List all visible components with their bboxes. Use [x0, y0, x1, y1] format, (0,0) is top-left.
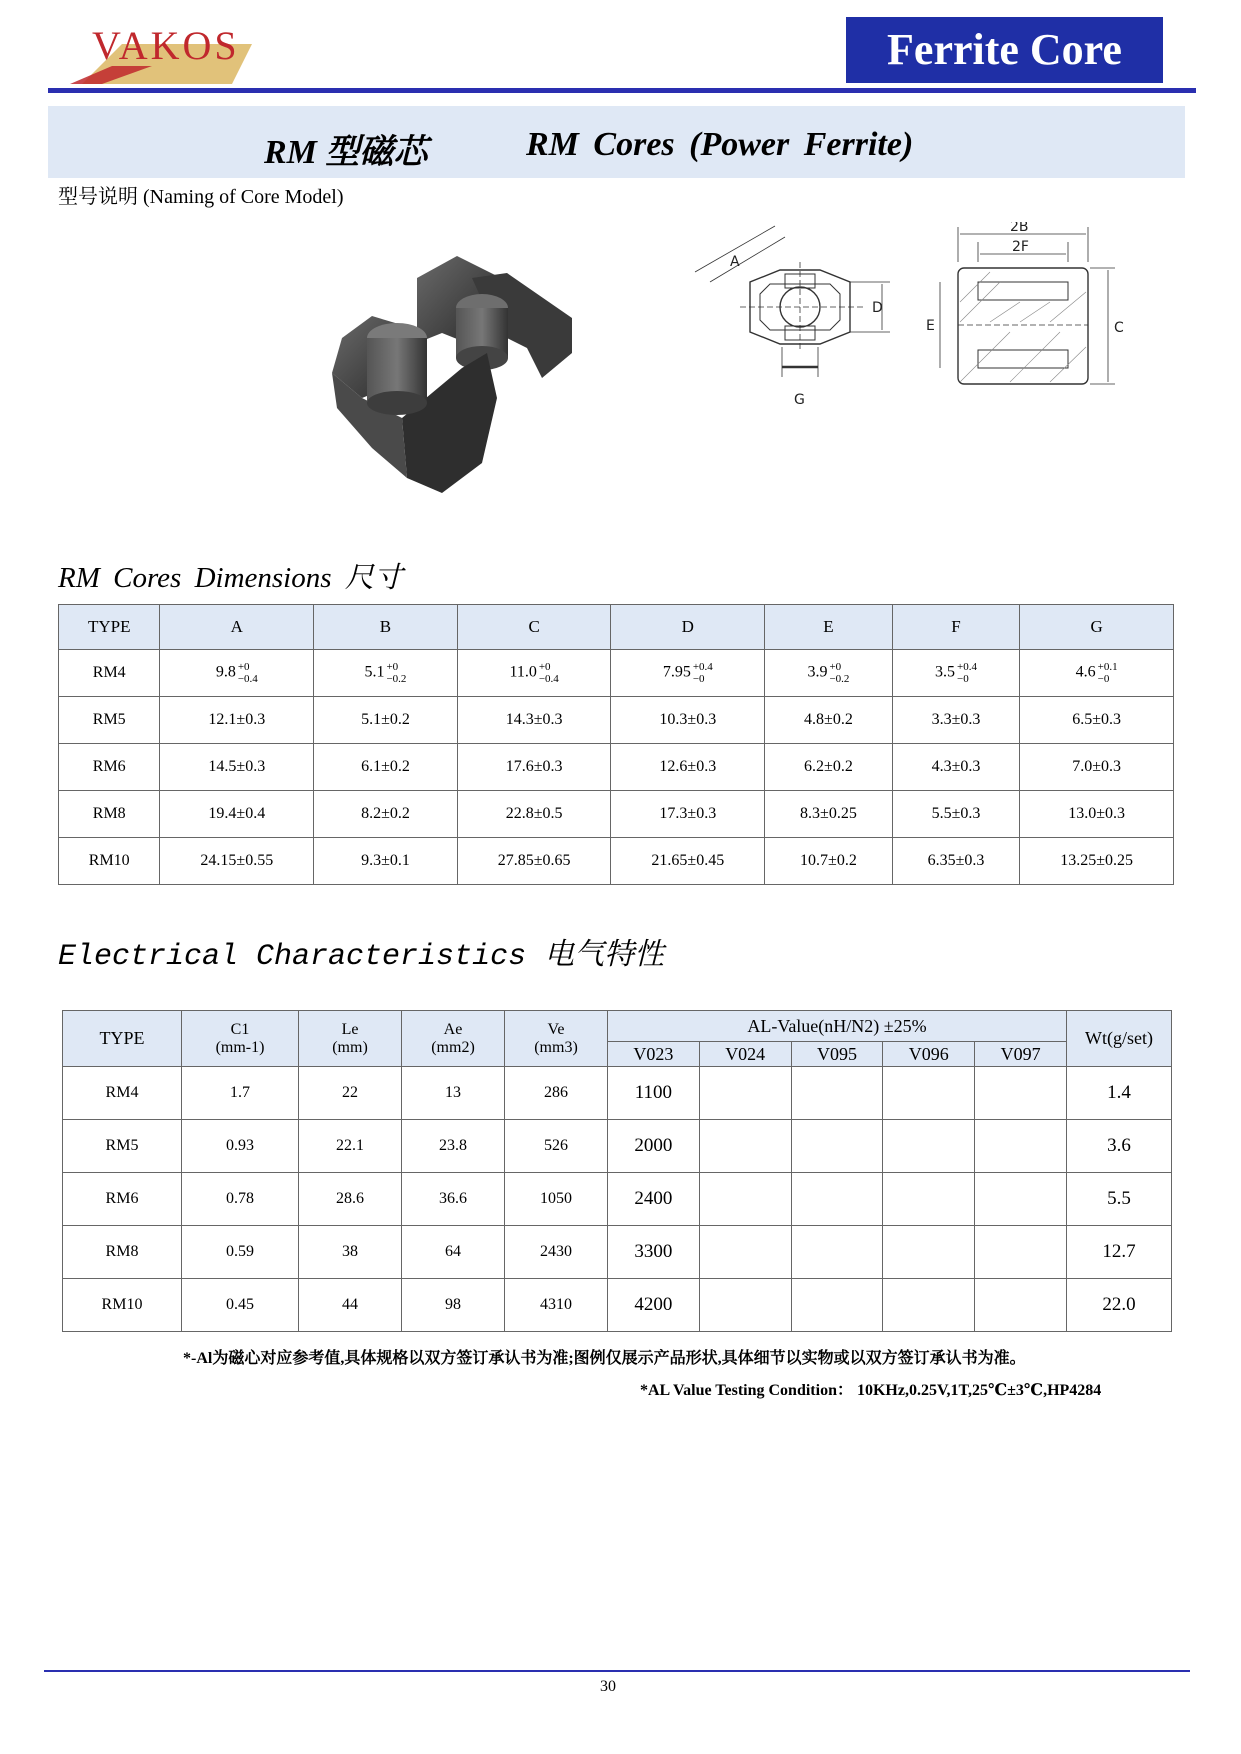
- brand-title: Ferrite Core: [846, 17, 1163, 83]
- cell-ae: 64: [402, 1226, 505, 1279]
- dimension-value: 8.2±0.2: [361, 805, 410, 822]
- table-header-row: [59, 605, 1174, 650]
- note-test-condition: *AL Value Testing Condition： 10KHz,0.25V,1T,25℃±3℃,HP4284: [640, 1382, 1102, 1399]
- dimension-value: 6.5±0.3: [1072, 711, 1122, 728]
- cell-al-value: 2400: [608, 1173, 700, 1226]
- cell-ae: 98: [402, 1279, 505, 1332]
- cell-al-value: [883, 1226, 975, 1279]
- tolerance-upper: +0: [237, 661, 250, 673]
- col-e: E: [765, 605, 893, 650]
- cell-dimension: [457, 838, 611, 885]
- top-rule: [48, 88, 1196, 93]
- cell-le: 22.1: [299, 1120, 402, 1173]
- cell-dimension: [765, 650, 893, 697]
- dimension-value: 17.3±0.3: [659, 805, 717, 822]
- dimension-value: 6.2±0.2: [804, 758, 853, 775]
- dimension-value: 22.8±0.5: [505, 805, 563, 822]
- dim-label-d: D: [872, 300, 883, 316]
- cell-dimension: [160, 744, 314, 791]
- tolerance-lower: −0: [692, 673, 705, 685]
- cell-dimension: [892, 650, 1020, 697]
- col-g: G: [1020, 605, 1174, 650]
- cell-al-value: [791, 1173, 883, 1226]
- dimension-value: 4.6: [1075, 663, 1096, 681]
- col-type: TYPE: [59, 605, 160, 650]
- cell-dimension: [765, 838, 893, 885]
- dimension-value: 21.65±0.45: [651, 852, 725, 869]
- dimension-value: 9.3±0.1: [361, 852, 410, 869]
- col-material: V096: [883, 1042, 975, 1067]
- col-c1-unit: (mm-1): [215, 1038, 265, 1056]
- dimension-drawing: [690, 222, 1170, 452]
- col-le-name: Le: [341, 1020, 359, 1038]
- tolerance-upper: +0.4: [957, 661, 977, 673]
- cell-dimension: [457, 697, 611, 744]
- tolerance-lower: −0.2: [829, 673, 850, 685]
- cell-dimension: [611, 744, 765, 791]
- dimension-value: 10.7±0.2: [800, 852, 857, 869]
- cell-wt: 1.4: [1067, 1067, 1172, 1120]
- cell-dimension: [611, 791, 765, 838]
- tolerance-upper: +0: [829, 661, 842, 673]
- table-row: [59, 697, 1174, 744]
- dim-label-a: A: [730, 254, 740, 270]
- col-al-value: AL-Value(nH/N2) ±25%: [608, 1011, 1067, 1042]
- dimension-value: 12.1±0.3: [208, 711, 266, 728]
- col-ve-name: Ve: [547, 1020, 565, 1038]
- cell-le: 38: [299, 1226, 402, 1279]
- cell-al-value: [975, 1173, 1067, 1226]
- cell-le: 22: [299, 1067, 402, 1120]
- dimension-value: 5.1: [364, 663, 385, 681]
- col-ae-name: Ae: [443, 1020, 463, 1038]
- note-reference: *-Al为磁心对应参考值,具体规格以双方签订承认书为准;图例仅展示产品形状,具体细节以实物或以双方签订承认书为准。: [183, 1350, 1026, 1367]
- tolerance-lower: −0.4: [237, 673, 258, 685]
- tolerance: [238, 661, 258, 685]
- dimension-value: 6.1±0.2: [361, 758, 410, 775]
- dimension-value: 9.8: [215, 663, 236, 681]
- cell-dimension: [1020, 697, 1174, 744]
- cell-ve: 4310: [505, 1279, 608, 1332]
- cell-dimension: [160, 838, 314, 885]
- col-ve: [505, 1011, 608, 1067]
- cell-dimension: [765, 697, 893, 744]
- cell-dimension: [892, 744, 1020, 791]
- cell-type: RM5: [63, 1120, 182, 1173]
- cell-wt: 3.6: [1067, 1120, 1172, 1173]
- cell-dimension: [314, 838, 458, 885]
- dimension-value: 19.4±0.4: [208, 805, 266, 822]
- cell-type: RM4: [59, 650, 160, 697]
- dimension-value: 3.9: [807, 663, 828, 681]
- cell-ae: 13: [402, 1067, 505, 1120]
- dimensions-heading: RM Cores Dimensions 尺寸: [58, 562, 403, 594]
- dimension-value: 14.5±0.3: [208, 758, 266, 775]
- dimension-value: 7.0±0.3: [1072, 758, 1122, 775]
- cell-al-value: [791, 1226, 883, 1279]
- tolerance: [539, 661, 559, 685]
- table-row: [63, 1120, 1172, 1173]
- cell-c1: 1.7: [182, 1067, 299, 1120]
- tolerance-upper: +0.1: [1097, 661, 1118, 673]
- tolerance: [693, 661, 713, 685]
- page-number: 30: [600, 1678, 616, 1695]
- cell-ae: 23.8: [402, 1120, 505, 1173]
- cell-dimension: [765, 744, 893, 791]
- tolerance: [829, 661, 849, 685]
- cell-type: RM6: [63, 1173, 182, 1226]
- cell-al-value: [883, 1173, 975, 1226]
- tolerance-lower: −0.4: [538, 673, 559, 685]
- cell-c1: 0.93: [182, 1120, 299, 1173]
- col-material: V023: [608, 1042, 700, 1067]
- col-material: V024: [699, 1042, 791, 1067]
- cell-al-value: [975, 1226, 1067, 1279]
- cell-dimension: [892, 697, 1020, 744]
- tolerance-lower: −0.2: [386, 673, 407, 685]
- col-material: V095: [791, 1042, 883, 1067]
- cell-dimension: [1020, 838, 1174, 885]
- cell-dimension: [1020, 650, 1174, 697]
- cell-dimension: [314, 791, 458, 838]
- table-row: [63, 1279, 1172, 1332]
- cell-dimension: [314, 650, 458, 697]
- cell-al-value: [975, 1120, 1067, 1173]
- dimension-value: 6.35±0.3: [927, 852, 985, 869]
- cell-al-value: [883, 1120, 975, 1173]
- bottom-rule: [44, 1670, 1190, 1672]
- cell-al-value: [883, 1067, 975, 1120]
- cell-type: RM8: [59, 791, 160, 838]
- dimension-value: 24.15±0.55: [200, 852, 274, 869]
- col-le: [299, 1011, 402, 1067]
- cell-type: RM10: [59, 838, 160, 885]
- cell-ve: 1050: [505, 1173, 608, 1226]
- col-ae-unit: (mm2): [431, 1038, 475, 1056]
- dimension-value: 4.8±0.2: [804, 711, 853, 728]
- cell-c1: 0.45: [182, 1279, 299, 1332]
- col-ve-unit: (mm3): [534, 1038, 578, 1056]
- cell-dimension: [160, 697, 314, 744]
- cell-al-value: [699, 1120, 791, 1173]
- cell-le: 44: [299, 1279, 402, 1332]
- table-row: [59, 744, 1174, 791]
- tolerance: [1098, 661, 1118, 685]
- dim-label-2f: 2F: [1012, 239, 1029, 255]
- cell-dimension: [611, 838, 765, 885]
- col-material: V097: [975, 1042, 1067, 1067]
- dimension-value: 13.25±0.25: [1060, 852, 1134, 869]
- cell-type: RM4: [63, 1067, 182, 1120]
- cell-ve: 2430: [505, 1226, 608, 1279]
- cell-wt: 5.5: [1067, 1173, 1172, 1226]
- cell-al-value: [791, 1067, 883, 1120]
- cell-dimension: [160, 791, 314, 838]
- dim-label-2b: 2B: [1010, 222, 1029, 235]
- col-f: F: [892, 605, 1020, 650]
- dimension-value: 12.6±0.3: [659, 758, 717, 775]
- dimension-value: 27.85±0.65: [497, 852, 571, 869]
- electrical-table: [62, 1010, 1172, 1332]
- cell-al-value: [699, 1226, 791, 1279]
- dimension-value: 11.0: [509, 663, 537, 681]
- table-row: [59, 650, 1174, 697]
- cell-ve: 286: [505, 1067, 608, 1120]
- cell-dimension: [892, 791, 1020, 838]
- cell-al-value: 3300: [608, 1226, 700, 1279]
- table-row: [59, 791, 1174, 838]
- tolerance: [957, 661, 977, 685]
- cell-al-value: [791, 1120, 883, 1173]
- tolerance: [386, 661, 406, 685]
- dim-label-g: G: [794, 392, 805, 408]
- cell-dimension: [611, 650, 765, 697]
- tolerance-upper: +0.4: [692, 661, 713, 673]
- tolerance-upper: +0: [386, 661, 399, 673]
- dim-label-e: E: [926, 318, 935, 334]
- cell-dimension: [457, 791, 611, 838]
- cell-type: RM5: [59, 697, 160, 744]
- tolerance-lower: −0: [957, 673, 969, 685]
- cell-type: RM10: [63, 1279, 182, 1332]
- cell-al-value: [975, 1279, 1067, 1332]
- dimensions-table: [58, 604, 1174, 885]
- cell-al-value: [699, 1279, 791, 1332]
- dimension-value: 7.95: [662, 663, 691, 681]
- table-row: [63, 1173, 1172, 1226]
- cell-dimension: [160, 650, 314, 697]
- cell-dimension: [611, 697, 765, 744]
- dimension-value: 4.3±0.3: [931, 758, 981, 775]
- cell-wt: 12.7: [1067, 1226, 1172, 1279]
- dimension-value: 13.0±0.3: [1068, 805, 1126, 822]
- cell-dimension: [457, 650, 611, 697]
- cell-dimension: [765, 791, 893, 838]
- title-cn: RM 型磁芯: [264, 134, 428, 171]
- cell-le: 28.6: [299, 1173, 402, 1226]
- cell-al-value: 1100: [608, 1067, 700, 1120]
- dimension-value: 3.5: [935, 663, 956, 681]
- dimension-value: 5.1±0.2: [361, 711, 410, 728]
- cell-dimension: [1020, 791, 1174, 838]
- cell-al-value: [883, 1279, 975, 1332]
- dimension-value: 17.6±0.3: [505, 758, 563, 775]
- col-type: TYPE: [63, 1011, 182, 1067]
- dimension-value: 10.3±0.3: [659, 711, 717, 728]
- col-ae: [402, 1011, 505, 1067]
- cell-c1: 0.59: [182, 1226, 299, 1279]
- cell-dimension: [457, 744, 611, 791]
- core-photo: [322, 248, 582, 498]
- col-a: A: [160, 605, 314, 650]
- cell-type: RM6: [59, 744, 160, 791]
- dimension-value: 5.5±0.3: [931, 805, 981, 822]
- cell-ve: 526: [505, 1120, 608, 1173]
- title-en: RM Cores (Power Ferrite): [526, 126, 914, 163]
- dimension-value: 3.3±0.3: [931, 711, 981, 728]
- col-c: C: [457, 605, 611, 650]
- cell-type: RM8: [63, 1226, 182, 1279]
- cell-dimension: [314, 697, 458, 744]
- cell-ae: 36.6: [402, 1173, 505, 1226]
- logo: VAKOS: [92, 23, 240, 68]
- cell-c1: 0.78: [182, 1173, 299, 1226]
- col-d: D: [611, 605, 765, 650]
- tolerance-upper: +0: [538, 661, 551, 673]
- cell-al-value: [699, 1173, 791, 1226]
- tolerance-lower: −0: [1097, 673, 1110, 685]
- cell-al-value: 2000: [608, 1120, 700, 1173]
- cell-dimension: [1020, 744, 1174, 791]
- naming-label: 型号说明 (Naming of Core Model): [58, 186, 344, 208]
- cell-wt: 22.0: [1067, 1279, 1172, 1332]
- col-b: B: [314, 605, 458, 650]
- table-row: [63, 1067, 1172, 1120]
- cell-dimension: [892, 838, 1020, 885]
- table-row: [63, 1226, 1172, 1279]
- cell-al-value: [791, 1279, 883, 1332]
- dimension-value: 8.3±0.25: [800, 805, 857, 822]
- dim-label-c: C: [1114, 320, 1124, 336]
- table-row: [59, 838, 1174, 885]
- cell-al-value: 4200: [608, 1279, 700, 1332]
- col-wt: Wt(g/set): [1067, 1011, 1172, 1067]
- electrical-heading: Electrical Characteristics 电气特性: [58, 940, 665, 974]
- cell-al-value: [975, 1067, 1067, 1120]
- cell-dimension: [314, 744, 458, 791]
- col-c1-name: C1: [230, 1020, 250, 1038]
- cell-al-value: [699, 1067, 791, 1120]
- col-le-unit: (mm): [332, 1038, 368, 1056]
- dimension-value: 14.3±0.3: [505, 711, 563, 728]
- col-c1: [182, 1011, 299, 1067]
